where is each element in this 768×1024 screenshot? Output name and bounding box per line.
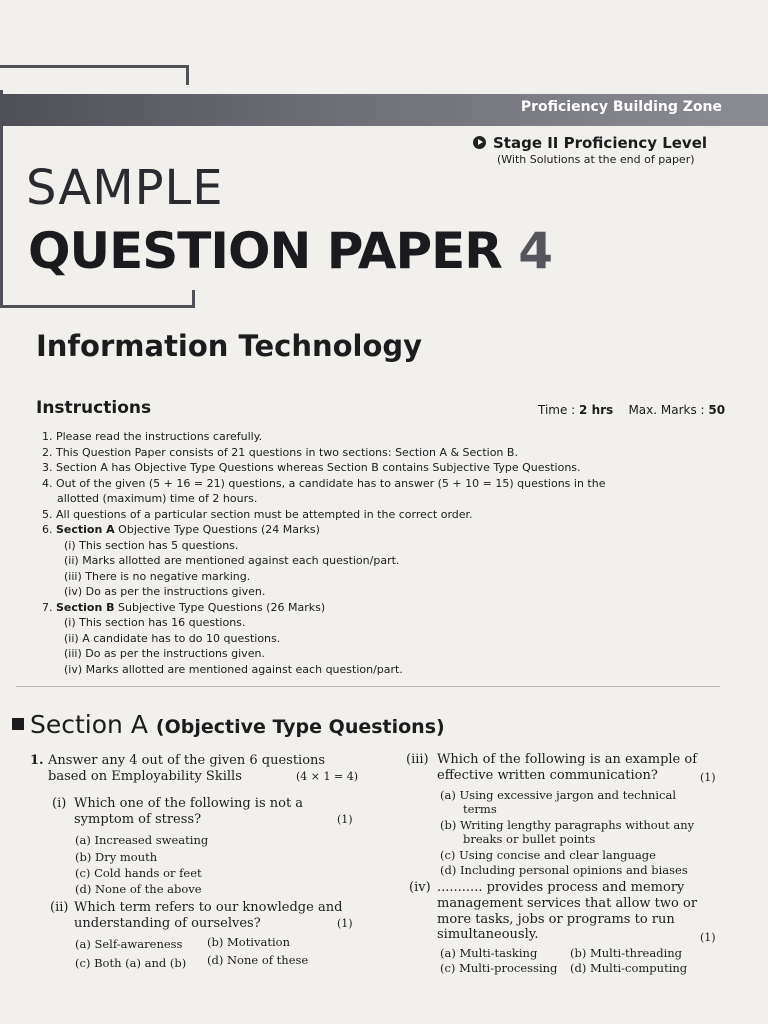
instruction-section-b-desc: Subjective Type Questions (26 Marks): [118, 600, 326, 614]
instruction-section-a-label: Section A: [56, 523, 115, 536]
option: (c) Using concise and clear language: [440, 848, 656, 862]
zone-band: [0, 94, 768, 126]
instruction-section-a: [42, 522, 722, 538]
title-question-paper: [28, 222, 552, 280]
subquestion-mark: (1): [337, 917, 353, 930]
subquestion-text: Which of the following is an example of: [437, 752, 698, 767]
subquestion-text: simultaneously.: [437, 927, 539, 942]
marks-label: Max. Marks :: [628, 403, 709, 417]
instruction-item: allotted (maximum) time of 2 hours.: [57, 492, 258, 505]
subquestion-number: (ii): [50, 900, 69, 915]
instruction-subitem: (i) This section has 5 questions.: [64, 538, 239, 552]
instruction-subitem: (ii) A candidate has to do 10 questions.: [64, 631, 281, 645]
subquestion-mark: (1): [337, 813, 353, 826]
title-sample: SAMPLE: [26, 160, 224, 216]
title-paper-number: 4: [518, 222, 553, 280]
option: (b) Dry mouth: [75, 850, 158, 864]
instruction-subitem: (iv) Do as per the instructions given.: [64, 585, 266, 598]
marks-value: 50: [708, 403, 726, 417]
stage-heading: [473, 134, 707, 152]
option: (d) None of the above: [75, 882, 202, 896]
instruction-subitem: (ii) Marks allotted are mentioned against each question/part.: [64, 554, 400, 567]
option: (a) Multi-tasking: [440, 946, 538, 960]
instruction-section-b-label: Section B: [56, 600, 115, 614]
instruction-num: 6.: [42, 523, 53, 536]
instruction-num: 7.: [42, 600, 53, 614]
option: (a) Increased sweating: [75, 833, 209, 847]
time-label: Time :: [538, 403, 580, 417]
question-text: Answer any 4 out of the given 6 questions: [48, 753, 326, 768]
option-continuation: breaks or bullet points: [463, 832, 596, 846]
instruction-subitem: (iii) Do as per the instructions given.: [64, 647, 265, 660]
subquestion-text: management services that allow two or: [437, 896, 698, 911]
instruction-item: 2. This Question Paper consists of 21 questions in two sections: Section A & Section B.: [42, 445, 518, 459]
instruction-item: 1. Please read the instructions carefully.: [42, 430, 263, 443]
section-a-heading: [12, 710, 445, 739]
subquestion-text: understanding of ourselves?: [74, 916, 261, 931]
question-marks: (4 × 1 = 4): [296, 770, 358, 783]
instruction-item: 4. Out of the given (5 + 16 = 21) questions, a candidate has to answer (5 + 10 = 15) questions in the: [42, 476, 606, 490]
option: (a) Self-awareness: [75, 937, 183, 951]
frame-corner-top: [0, 65, 189, 85]
square-bullet-icon: [12, 718, 24, 730]
subquestion-number: (i): [52, 796, 67, 811]
section-subtitle: (Objective Type Questions): [155, 716, 445, 738]
option: (c) Multi-processing: [440, 961, 558, 975]
instruction-section-b: [42, 600, 722, 616]
play-circle-icon: [473, 136, 486, 149]
option-continuation: terms: [463, 802, 497, 816]
option: (b) Motivation: [207, 935, 290, 949]
subquestion-mark: (1): [700, 931, 716, 944]
option: (d) None of these: [207, 953, 309, 967]
subject-title: Information Technology: [36, 329, 423, 363]
time-value: 2 hrs: [579, 403, 614, 417]
subquestion-mark: (1): [700, 771, 716, 784]
subquestion-text: more tasks, jobs or programs to run: [437, 912, 675, 927]
instruction-item: 3. Section A has Objective Type Questions whereas Section B contains Subjective Type Questions.: [42, 461, 581, 474]
option: (a) Using excessive jargon and technical: [440, 788, 677, 802]
subquestion-text: Which term refers to our knowledge and: [74, 900, 343, 915]
time-marks: [538, 403, 725, 417]
frame-corner-bottom: [0, 290, 195, 308]
instruction-subitem: (iv) Marks allotted are mentioned against each question/part.: [64, 662, 403, 676]
question-number: 1.: [30, 753, 44, 768]
option: (d) Multi-computing: [570, 961, 688, 975]
subquestion-text: ........... provides process and memory: [437, 880, 685, 895]
question-text: based on Employability Skills: [48, 769, 242, 784]
subquestion-text: Which one of the following is not a: [74, 796, 304, 811]
subquestion-text: effective written communication?: [437, 768, 658, 783]
option: (c) Both (a) and (b): [75, 956, 187, 970]
option: (b) Multi-threading: [570, 946, 683, 960]
section-title: Section A: [30, 710, 148, 739]
instructions-heading: Instructions: [36, 398, 152, 418]
subquestion-number: (iv): [409, 880, 431, 895]
option: (c) Cold hands or feet: [75, 866, 202, 880]
zone-label: Proficiency Building Zone: [520, 99, 722, 115]
instruction-subitem: (iii) There is no negative marking.: [64, 569, 251, 583]
subquestion-text: symptom of stress?: [74, 812, 202, 827]
subquestion-number: (iii): [406, 752, 429, 767]
stage-subtitle: (With Solutions at the end of paper): [497, 153, 695, 166]
instruction-item: 5. All questions of a particular section must be attempted in the correct order.: [42, 507, 473, 521]
divider: [16, 686, 720, 687]
instructions-list: [42, 429, 722, 677]
option: (d) Including personal opinions and biases: [440, 863, 688, 877]
option: (b) Writing lengthy paragraphs without any: [440, 818, 695, 832]
title-question-paper-text: QUESTION PAPER: [28, 222, 502, 280]
instruction-subitem: (i) This section has 16 questions.: [64, 616, 246, 629]
instruction-section-a-desc: Objective Type Questions (24 Marks): [118, 523, 320, 536]
stage-label: Stage II Proficiency Level: [493, 134, 708, 152]
